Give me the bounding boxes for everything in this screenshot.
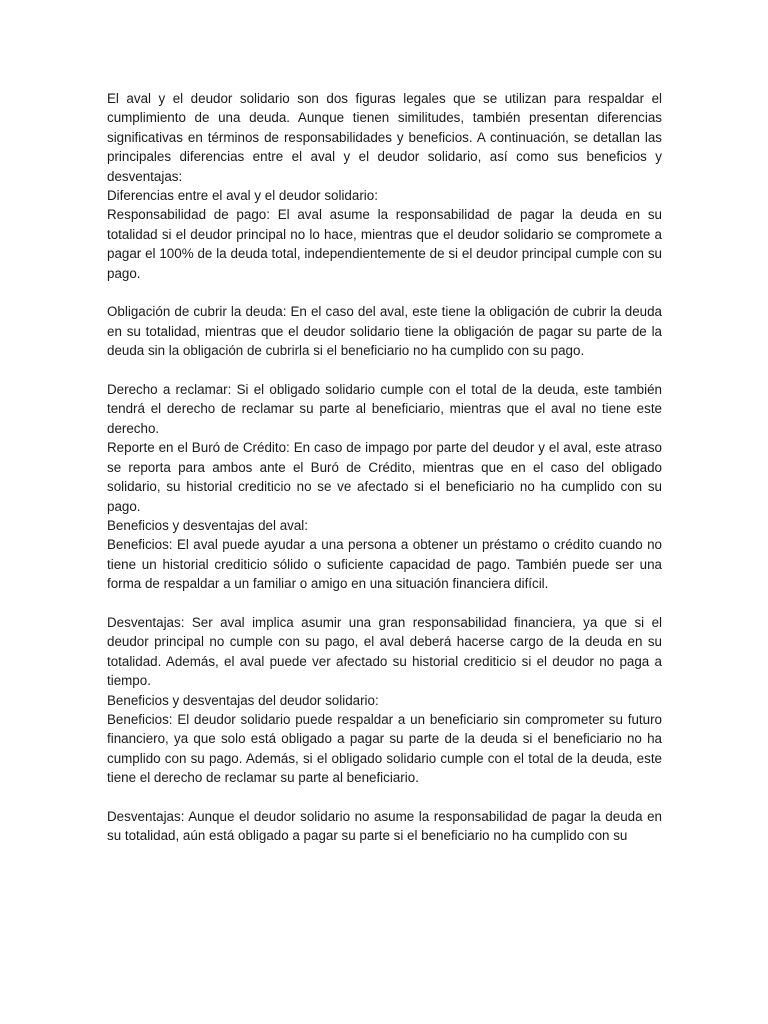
responsabilidad-paragraph: Responsabilidad de pago: El aval asume la responsabilidad de pagar la deuda en su totalidad si el deudor principal no lo hace, mientras que el deudor solidario se compromete a pagar el 100% de la deuda total, independientemente de si el deudor principal cumple con su pago. [107, 207, 662, 281]
deudor-desventajas-paragraph: Desventajas: Aunque el deudor solidario no asume la responsabilidad de pagar la deuda en su totalidad, aún está obligado a pagar su parte si el beneficiario no ha cumplido con su [107, 808, 662, 844]
derecho-paragraph: Derecho a reclamar: Si el obligado solidario cumple con el total de la deuda, este también tendrá el derecho de reclamar su parte al beneficiario, mientras que el aval no tiene este derecho. [107, 382, 662, 436]
section-heading-diferencias: Diferencias entre el aval y el deudor solidario: [107, 188, 378, 204]
section-heading-aval: Beneficios y desventajas del aval: [107, 517, 308, 533]
reporte-paragraph: Reporte en el Buró de Crédito: En caso de impago por parte del deudor y el aval, este atraso se reporta para ambos ante el Buró de Crédito, mientras que en el caso del obligado solidario, su historial crediticio no se ve afectado si el beneficiario no ha cumplido con su pago. [107, 440, 662, 514]
section-heading-deudor: Beneficios y desventajas del deudor solidario: [107, 692, 379, 708]
intro-paragraph: El aval y el deudor solidario son dos figuras legales que se utilizan para respaldar el cumplimiento de una deuda. Aunque tienen similitudes, también presentan diferencias significativas en términos de responsabilidades y beneficios. A continuación, se detallan las principales diferencias entre el aval y el deudor solidario, así como sus beneficios y desventajas: [107, 91, 662, 184]
aval-beneficios-paragraph: Beneficios: El aval puede ayudar a una persona a obtener un préstamo o crédito cuando no tiene un historial crediticio sólido o suficiente capacidad de pago. También puede ser una forma de respaldar a un familiar o amigo en una situación financiera difícil. [107, 537, 662, 592]
aval-desventajas-paragraph: Desventajas: Ser aval implica asumir una gran responsabilidad financiera, ya que si el deudor principal no cumple con su pago, el aval deberá hacerse cargo de la deuda en su totalidad. Además, el aval puede ver afectado su historial crediticio si el deudor no paga a tiempo. [107, 614, 662, 689]
obligacion-paragraph: Obligación de cubrir la deuda: En el caso del aval, este tiene la obligación de cubrir la deuda en su totalidad, mientras que el deudor solidario tiene la obligación de pagar su parte de la deuda sin la obligación de cubrirla si el beneficiario no ha cumplido con su pago. [107, 304, 662, 359]
deudor-beneficios-paragraph: Beneficios: El deudor solidario puede respaldar a un beneficiario sin comprometer su futuro financiero, ya que solo está obligado a pagar su parte de la deuda si el beneficiario no ha cumplido con su pago. Además, si el obligado solidario cumple con el total de la deuda, este tiene el derecho de reclamar su parte al beneficiario. [107, 711, 662, 786]
document-page [107, 89, 662, 846]
